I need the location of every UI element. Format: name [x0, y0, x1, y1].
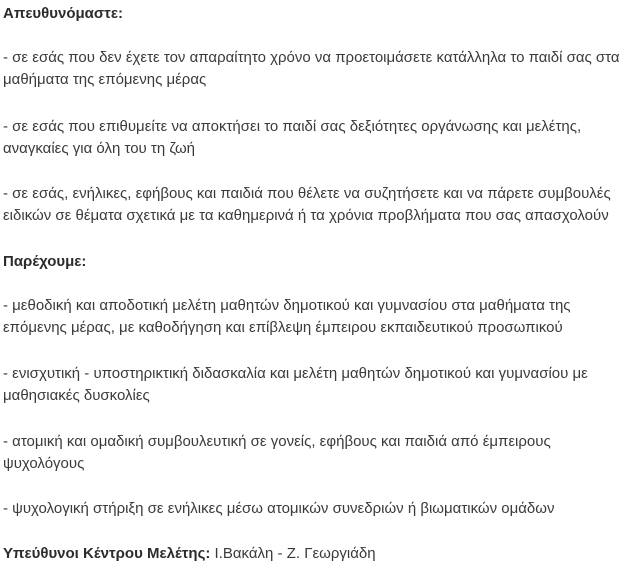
list-item: [3, 47, 630, 91]
list-item: [3, 295, 630, 339]
item-line: επόμενης μέρας, με καθοδήγηση και επίβλεψη έμπειρου εκπαιδευτικού προσωπικού: [3, 319, 563, 336]
section-2-heading: Παρέχουμε:: [3, 253, 87, 270]
item-line: - σε εσάς που επιθυμείτε να αποκτήσει το παιδί σας δεξιότητες οργάνωσης και μελέτης,: [3, 118, 582, 135]
item-line: μαθήματα της επόμενης μέρας: [3, 71, 207, 88]
list-item: [3, 363, 630, 407]
section-1-heading: Απευθυνόμαστε:: [3, 5, 123, 22]
list-item: [3, 116, 630, 160]
item-line: ψυχολόγους: [3, 455, 85, 472]
item-line: - ενισχυτική - υποστηρικτική διδασκαλία και μελέτη μαθητών δημοτικού και γυμνασίου με: [3, 365, 588, 382]
item-line: - ατομική και ομαδική συμβουλευτική σε γονείς, εφήβους και παιδιά από έμπειρους: [3, 433, 551, 450]
list-item: [3, 183, 630, 227]
item-line: - σε εσάς, ενήλικες, εφήβους και παιδιά που θέλετε να συζητήσετε και να πάρετε συμβουλές: [3, 185, 611, 202]
responsible-persons: [3, 543, 630, 565]
list-item: [3, 431, 630, 475]
item-line: μαθησιακές δυσκολίες: [3, 387, 150, 404]
item-line: - ψυχολογική στήριξη σε ενήλικες μέσω ατομικών συνεδριών ή βιωματικών ομάδων: [3, 500, 555, 517]
list-item: [3, 498, 630, 520]
section-heading-offer: [3, 251, 630, 273]
responsible-names: Ι.Βακάλη - Ζ. Γεωργιάδη: [210, 545, 376, 562]
item-line: ειδικών σε θέματα σχετικά με τα καθημερινά ή τα χρόνια προβλήματα που σας απασχολούν: [3, 207, 609, 224]
item-line: αναγκαίες για όλη του τη ζωή: [3, 140, 196, 157]
responsible-label: Υπεύθυνοι Κέντρου Μελέτης:: [3, 545, 211, 562]
item-line: - σε εσάς που δεν έχετε τον απαραίτητο χρόνο να προετοιμάσετε κατάλληλα το παιδί σας στα: [3, 49, 620, 66]
item-line: - μεθοδική και αποδοτική μελέτη μαθητών δημοτικού και γυμνασίου στα μαθήματα της: [3, 297, 571, 314]
section-heading-audience: [3, 3, 630, 25]
